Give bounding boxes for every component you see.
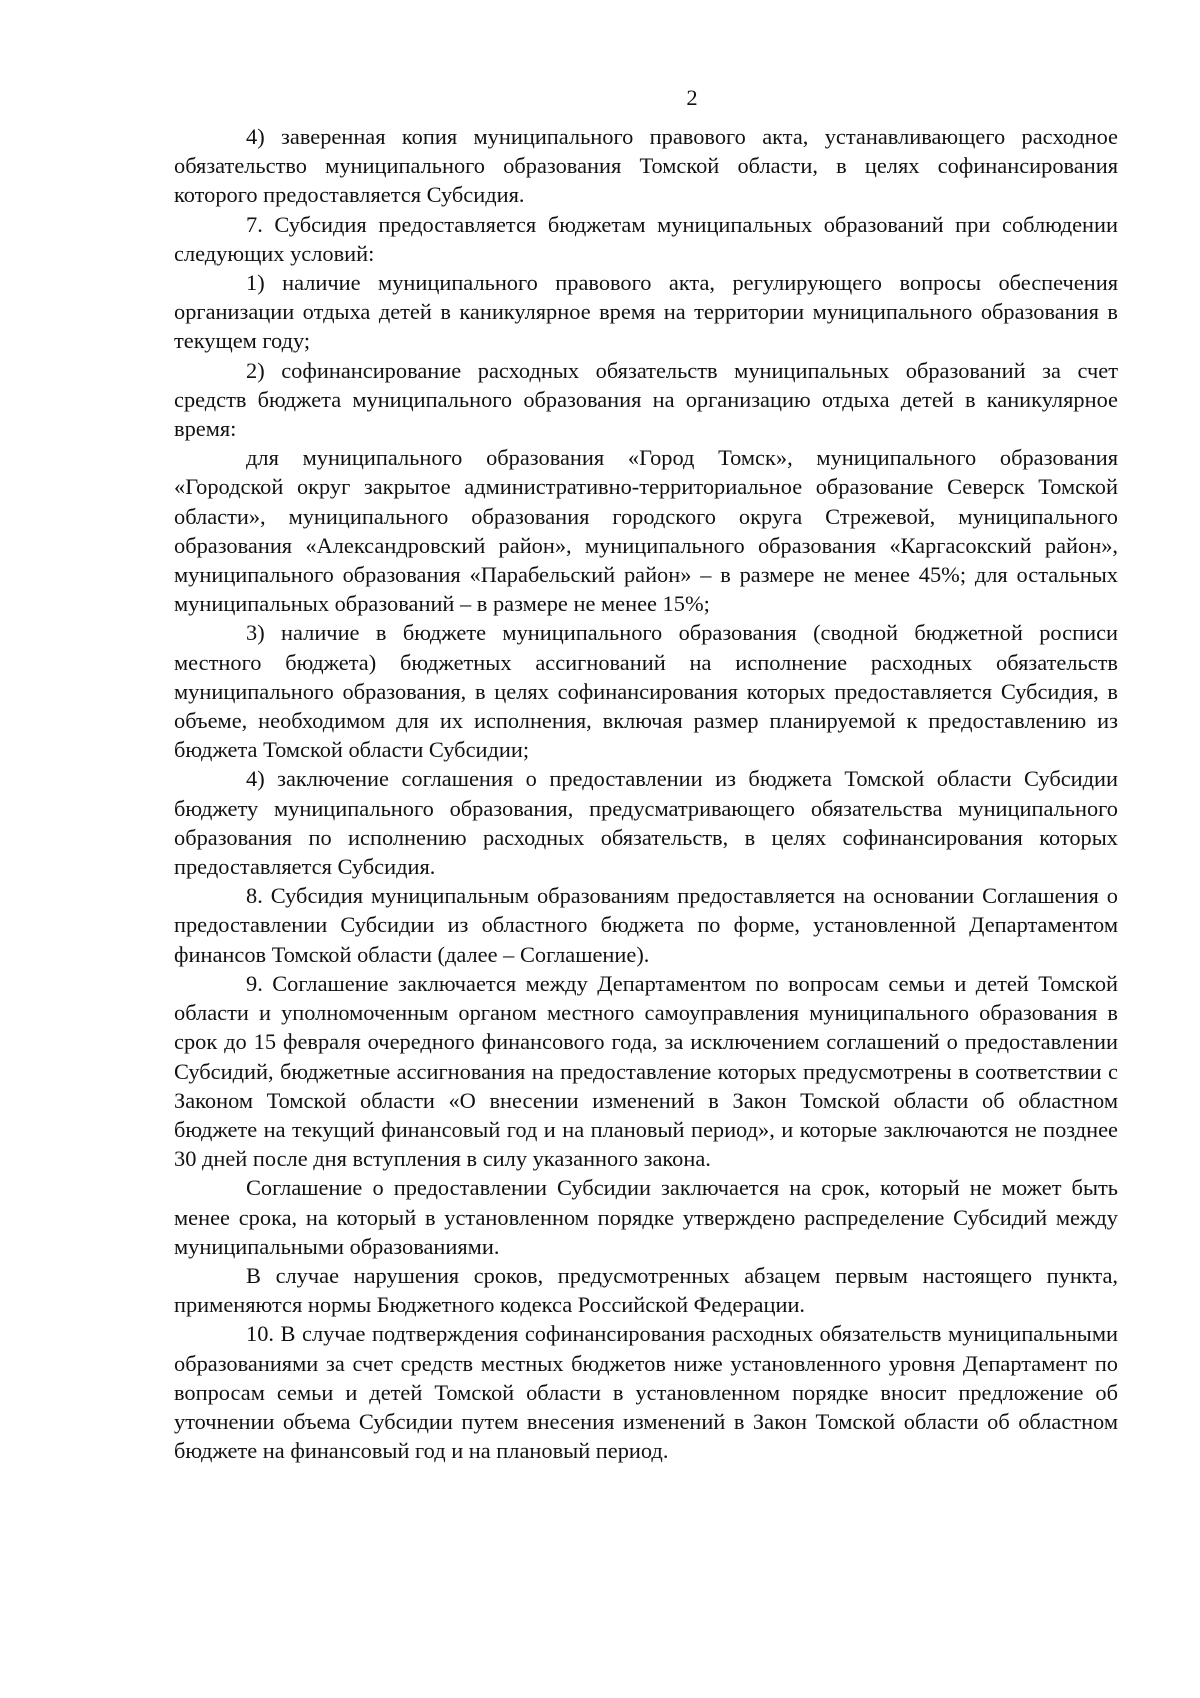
- paragraph-condition-1: 1) наличие муниципального правового акта, регулирующего вопросы обеспечения организации отдыха детей в каникулярное время на территории муниципального образования в текущем году;: [174, 270, 1118, 354]
- paragraph-clause-10: 10. В случае подтверждения софинансирования расходных обязательств муниципальными образованиями за счет средств местных бюджетов ниже установленного уровня Департамент по вопросам семьи и детей Томской области в установленном порядке вносит предложение об уточнении объема Субсидии путем внесения изменений в Закон Томской области об областном бюджете на финансовый год и на плановый период.: [174, 1321, 1118, 1464]
- paragraph-condition-3: 3) наличие в бюджете муниципального образования (сводной бюджетной росписи местного бюджета) бюджетных ассигнований на исполнение расходных обязательств муниципального образования, в целях софинансирования которых предоставляется Субсидия, в объеме, необходимом для их исполнения, включая размер планируемой к предоставлению из бюджета Томской области Субсидии;: [174, 620, 1118, 763]
- paragraph-condition-4: 4) заключение соглашения о предоставлении из бюджета Томской области Субсидии бюджету муниципального образования, предусматривающего обязательства муниципального образования по исполнению расходных обязательств, в целях софинансирования которых предоставляется Субсидия.: [174, 766, 1118, 880]
- paragraph-agreement-term: Соглашение о предоставлении Субсидии заключается на срок, который не может быть менее срока, на который в установленном порядке утверждено распределение Субсидий между муниципальными образованиями.: [174, 1175, 1118, 1259]
- paragraph-cofinancing-rates: для муниципального образования «Город Томск», муниципального образования «Городской округ закрытое административно-территориальное образование Северск Томской области», муниципального образования городского округа Стрежевой, муниципального образования «Александровский район», муниципального образования «Каргасокский район», муниципального образования «Парабельский район» – в размере не менее 45%; для остальных муниципальных образований – в размере не менее 15%;: [174, 445, 1118, 617]
- paragraph-condition-2: 2) софинансирование расходных обязательств муниципальных образований за счет средств бюджета муниципального образования на организацию отдыха детей в каникулярное время:: [174, 357, 1118, 442]
- paragraph-clause-8: 8. Субсидия муниципальным образованиям предоставляется на основании Соглашения о предоставлении Субсидии из областного бюджета по форме, установленной Департаментом финансов Томской области (далее – Соглашение).: [174, 883, 1118, 967]
- paragraph-clause-9: 9. Соглашение заключается между Департаментом по вопросам семьи и детей Томской области и уполномоченным органом местного самоуправления муниципального образования в срок до 15 февраля очередного финансового года, за исключением соглашений о предоставлении Субсидий, бюджетные ассигнования на предоставление которых предусмотрены в соответствии с Законом Томской области «О внесении изменений в Закон Томской области об областном бюджете на текущий финансовый год и на плановый период», и которые заключаются не позднее 30 дней после дня вступления в силу указанного закона.: [174, 970, 1118, 1172]
- paragraph-deadline-violation: В случае нарушения сроков, предусмотренных абзацем первым настоящего пункта, применяются нормы Бюджетного кодекса Российской Федерации.: [174, 1262, 1118, 1318]
- page-number: 2: [686, 85, 698, 110]
- paragraph-clause-7: 7. Субсидия предоставляется бюджетам муниципальных образований при соблюдении следующих условий:: [174, 211, 1118, 266]
- paragraph-item-4-certified-copy: 4) заверенная копия муниципального правового акта, устанавливающего расходное обязательство муниципального образования Томской области, в целях софинансирования которого предоставляется Субсидия.: [174, 124, 1118, 208]
